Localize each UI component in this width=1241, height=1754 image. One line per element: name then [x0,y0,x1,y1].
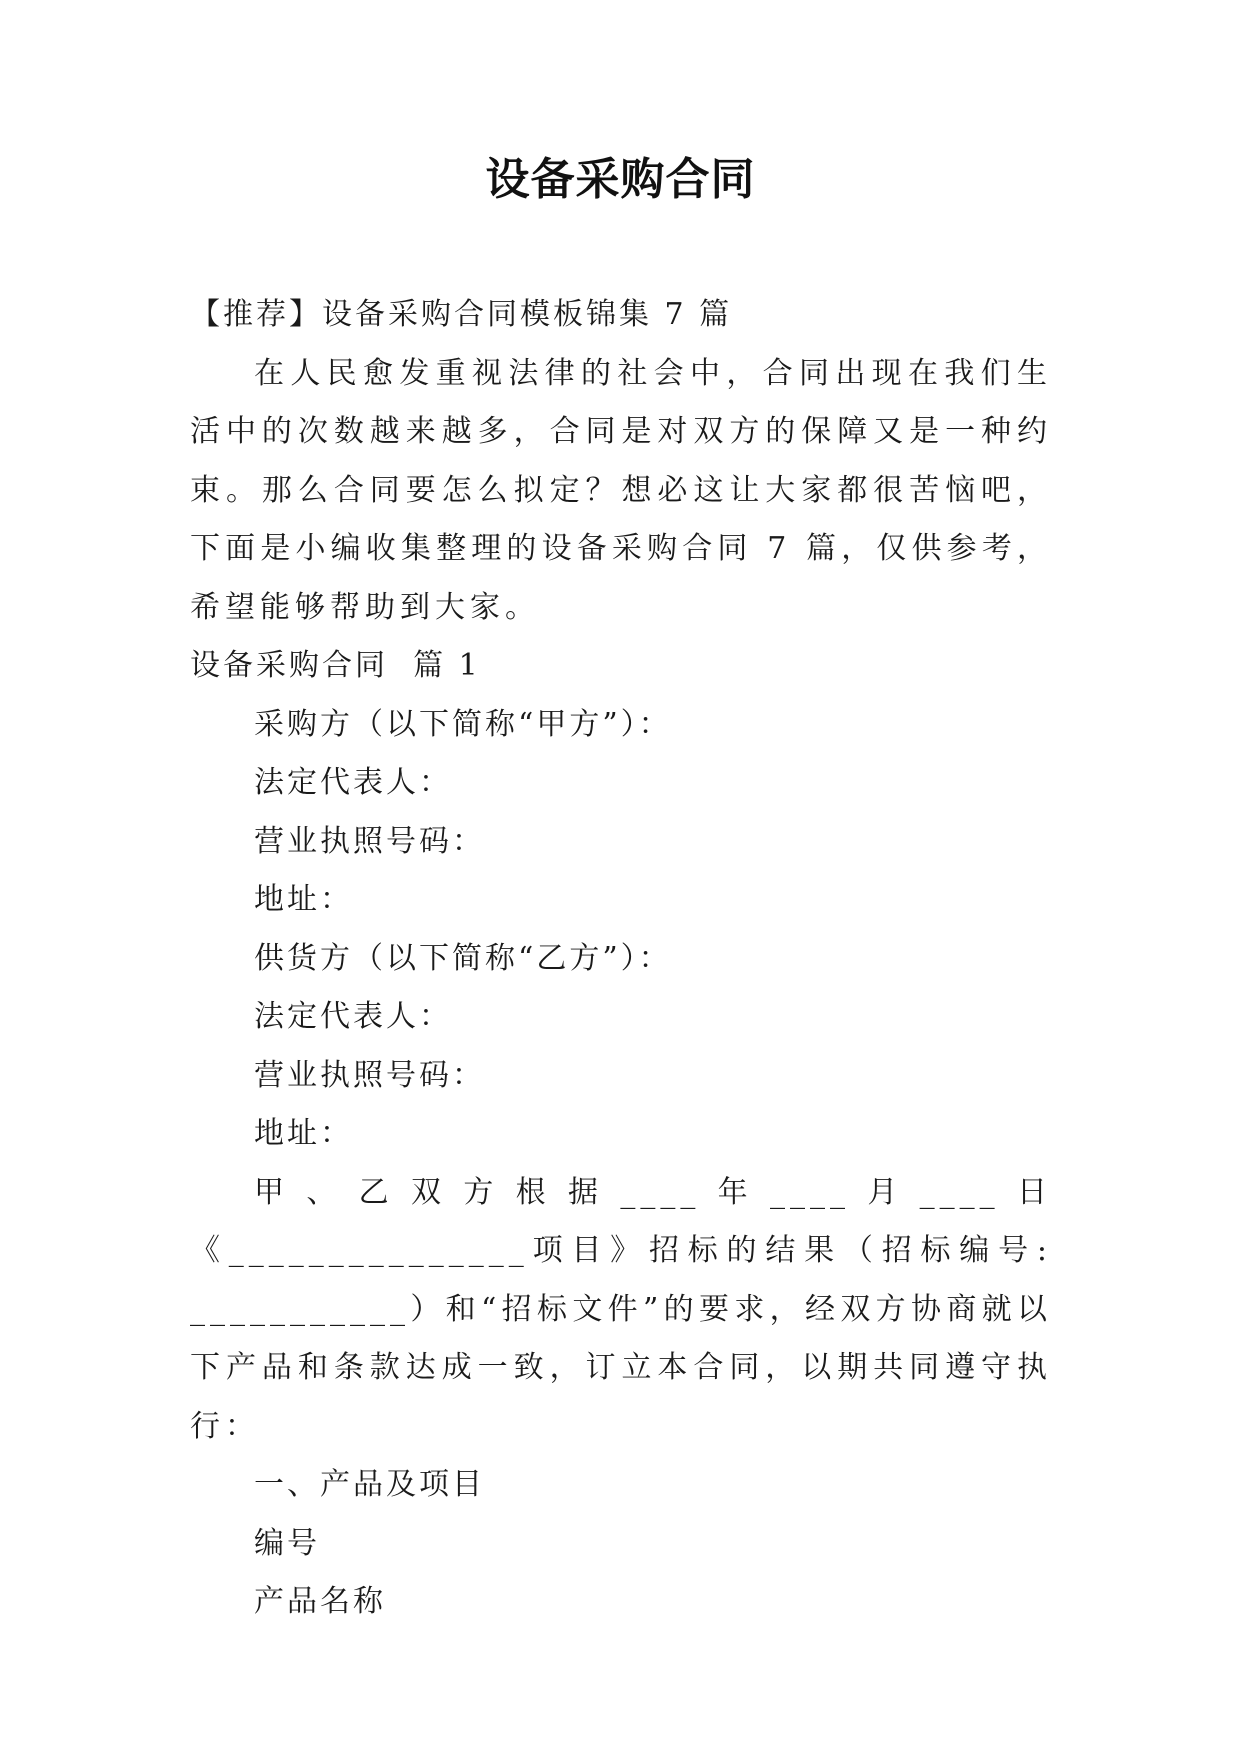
party-b-address: 地址： [254,1116,353,1151]
party-a-address: 地址： [254,882,353,917]
party-a-license: 营业执照号码： [254,823,485,859]
party-a-representative: 法定代表人： [254,765,452,800]
clause-one-heading: 一、产品及项目 [254,1467,485,1502]
party-a-label: 采购方（以下简称“甲方”）： [254,706,672,742]
recommend-line: 【推荐】设备采购合同模板锦集 7 篇 [190,297,733,332]
party-b-label: 供货方（以下简称“乙方”）： [254,940,672,976]
item-number-label: 编号 [254,1525,320,1561]
document-body [190,286,1052,1632]
section-heading: 设备采购合同 篇 1 [190,648,481,683]
party-b-license: 营业执照号码： [254,1057,485,1093]
agreement-paragraph: 甲、乙双方根据____年____月____日《_______________项目》招标的结果（招标编号: ___________）和“招标文件”的要求，经双方协商就以下产品和条款达成一致，订立本合同，以期共同遵守执行： [190,1174,1052,1444]
intro-paragraph: 在人民愈发重视法律的社会中，合同出现在我们生活中的次数越来越多，合同是对双方的保障又是一种约束。那么合同要怎么拟定？想必这让大家都很苦恼吧，下面是小编收集整理的设备采购合同 7 篇，仅供参考，希望能够帮助到大家。 [190,355,1052,625]
document-title: 设备采购合同 [485,154,756,205]
product-name-label: 产品名称 [254,1584,386,1619]
party-b-representative: 法定代表人： [254,999,452,1034]
